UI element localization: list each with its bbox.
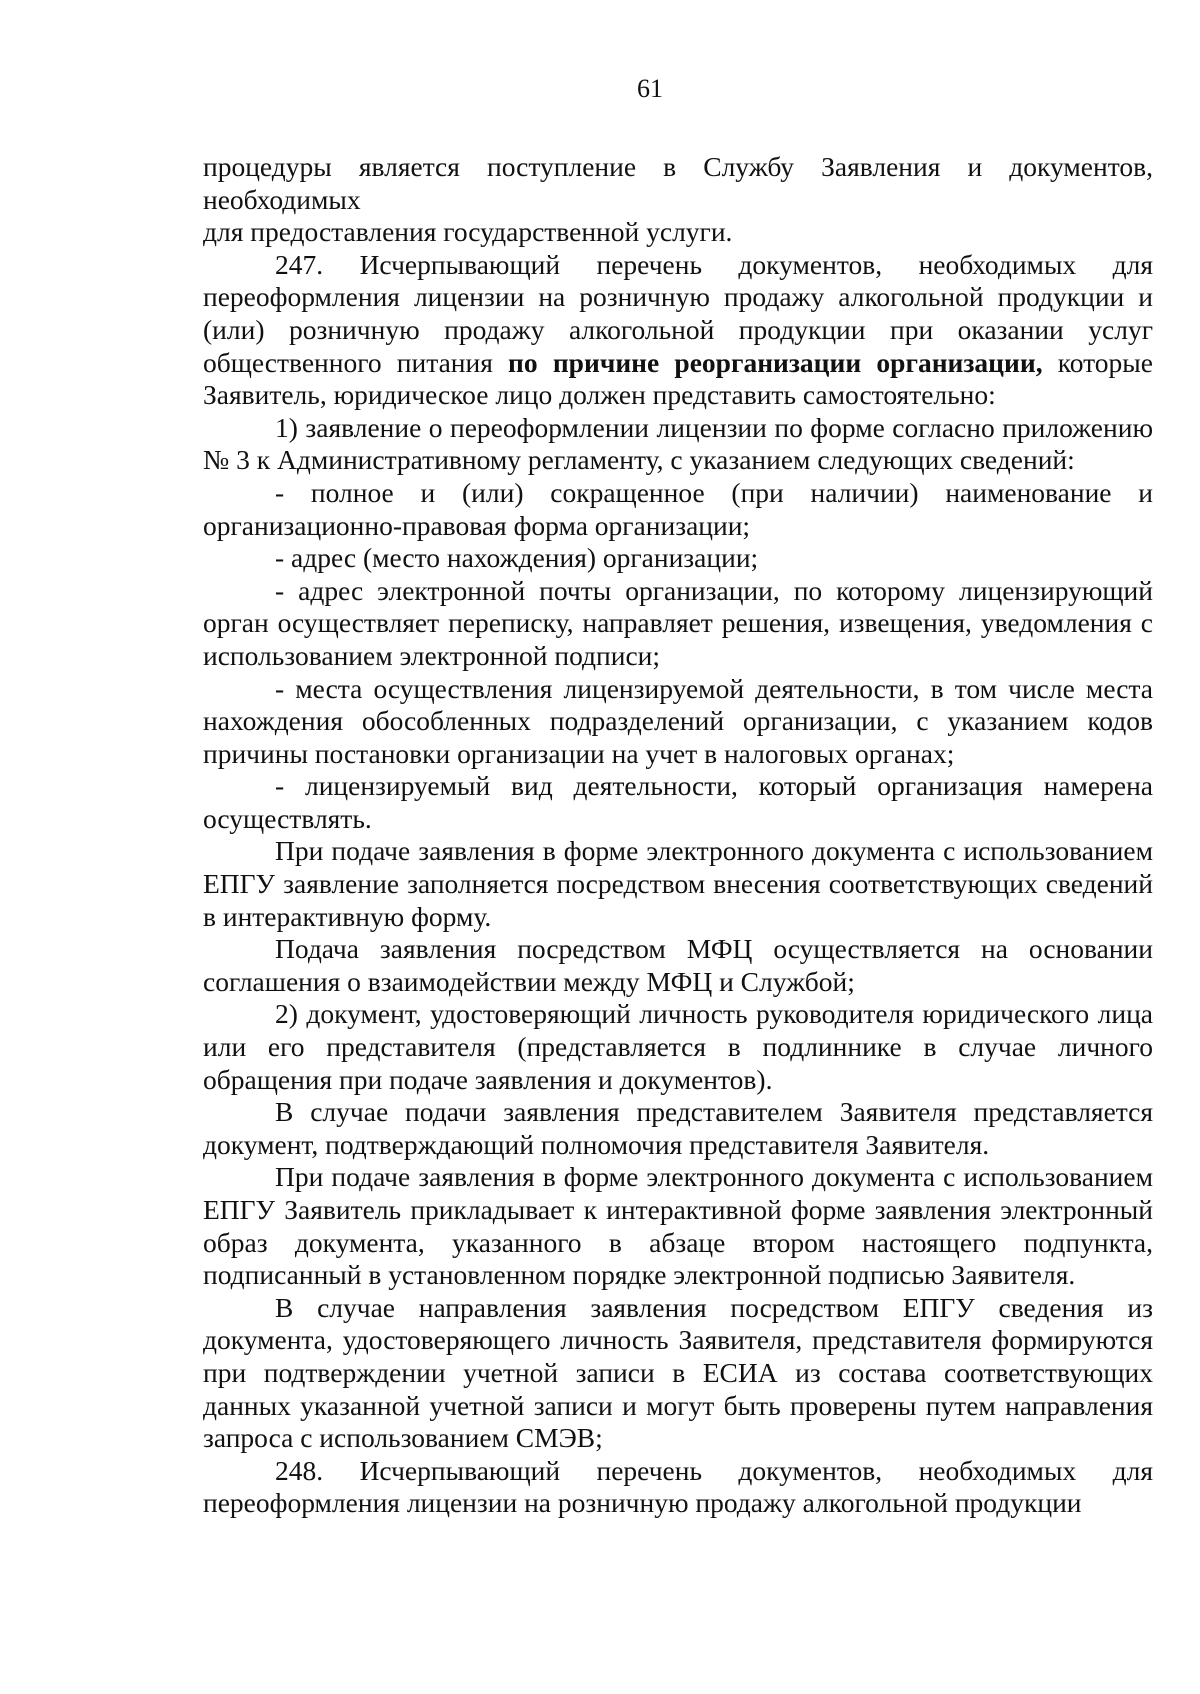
paragraph-continuation-end: для предоставления государственной услуги.	[203, 216, 733, 248]
paragraph-epgu-form: При подаче заявления в форме электронного документа с использованием ЕПГУ заявление заполняется посредством внесения соответствующих сведений в интерактивную форму.	[203, 835, 1153, 932]
paragraph-mfc: Подача заявления посредством МФЦ осуществляется на основании соглашения о взаимодействии между МФЦ и Службой;	[203, 933, 1153, 997]
paragraph-247	[203, 249, 1153, 412]
list-item-address: - адрес (место нахождения) организации;	[275, 542, 759, 574]
list-item-name: - полное и (или) сокращенное (при наличии) наименование и организационно-правовая форма организации;	[203, 476, 1153, 541]
paragraph-representative: В случае подачи заявления представителем Заявителя представляется документ, подтверждающий полномочия представителя Заявителя.	[203, 1096, 1153, 1160]
page-number: 61	[637, 74, 663, 103]
list-item-identity-document: 2) документ, удостоверяющий личность руководителя юридического лица или его представителя (представляется в подлиннике в случае личного обращения при подаче заявления и документов).	[203, 998, 1153, 1095]
paragraph-esia: В случае направления заявления посредством ЕПГУ сведения из документа, удостоверяющего личность Заявителя, представителя формируются при подтверждении учетной записи в ЕСИА из состава соответствующих данных указанной учетной записи и могут быть проверены путем направления запроса с использованием СМЭВ;	[203, 1291, 1153, 1454]
paragraph-247-text-end: которые Заявитель, юридическое лицо должен представить самостоятельно:	[203, 346, 1153, 411]
paragraph-continuation: процедуры является поступление в Службу Заявления и документов, необходимых	[203, 151, 1153, 215]
paragraph-epgu-attachment: При подаче заявления в форме электронного документа с использованием ЕПГУ Заявитель прикладывает к интерактивной форме заявления электронный образ документа, указанного в абзаце втором настоящего подпункта, подписанный в установленном порядке электронной подписью Заявителя.	[203, 1161, 1153, 1291]
paragraph-248: 248. Исчерпывающий перечень документов, необходимых для переоформления лицензии на розничную продажу алкогольной продукции	[203, 1454, 1153, 1519]
document-body	[203, 151, 1153, 1520]
list-item-application: 1) заявление о переоформлении лицензии по форме согласно приложению № 3 к Административному регламенту, с указанием следующих сведений:	[203, 411, 1153, 476]
paragraph-247-bold: по причине реорганизации организации,	[508, 346, 1043, 378]
list-item-places: - места осуществления лицензируемой деятельности, в том числе места нахождения обособленных подразделений организации, с указанием кодов причины постановки организации на учет в налоговых органах;	[203, 672, 1153, 769]
list-item-activity: - лицензируемый вид деятельности, который организация намерена осуществлять.	[203, 770, 1153, 834]
list-item-email: - адрес электронной почты организации, по которому лицензирующий орган осуществляет переписку, направляет решения, извещения, уведомления с использованием электронной подписи;	[203, 574, 1153, 671]
paragraph-247-text: 247. Исчерпывающий перечень документов, необходимых для переоформления лицензии на розничную продажу алкогольной продукции и (или) розничную продажу алкогольной продукции при оказании услуг общественного питания	[203, 248, 1153, 378]
